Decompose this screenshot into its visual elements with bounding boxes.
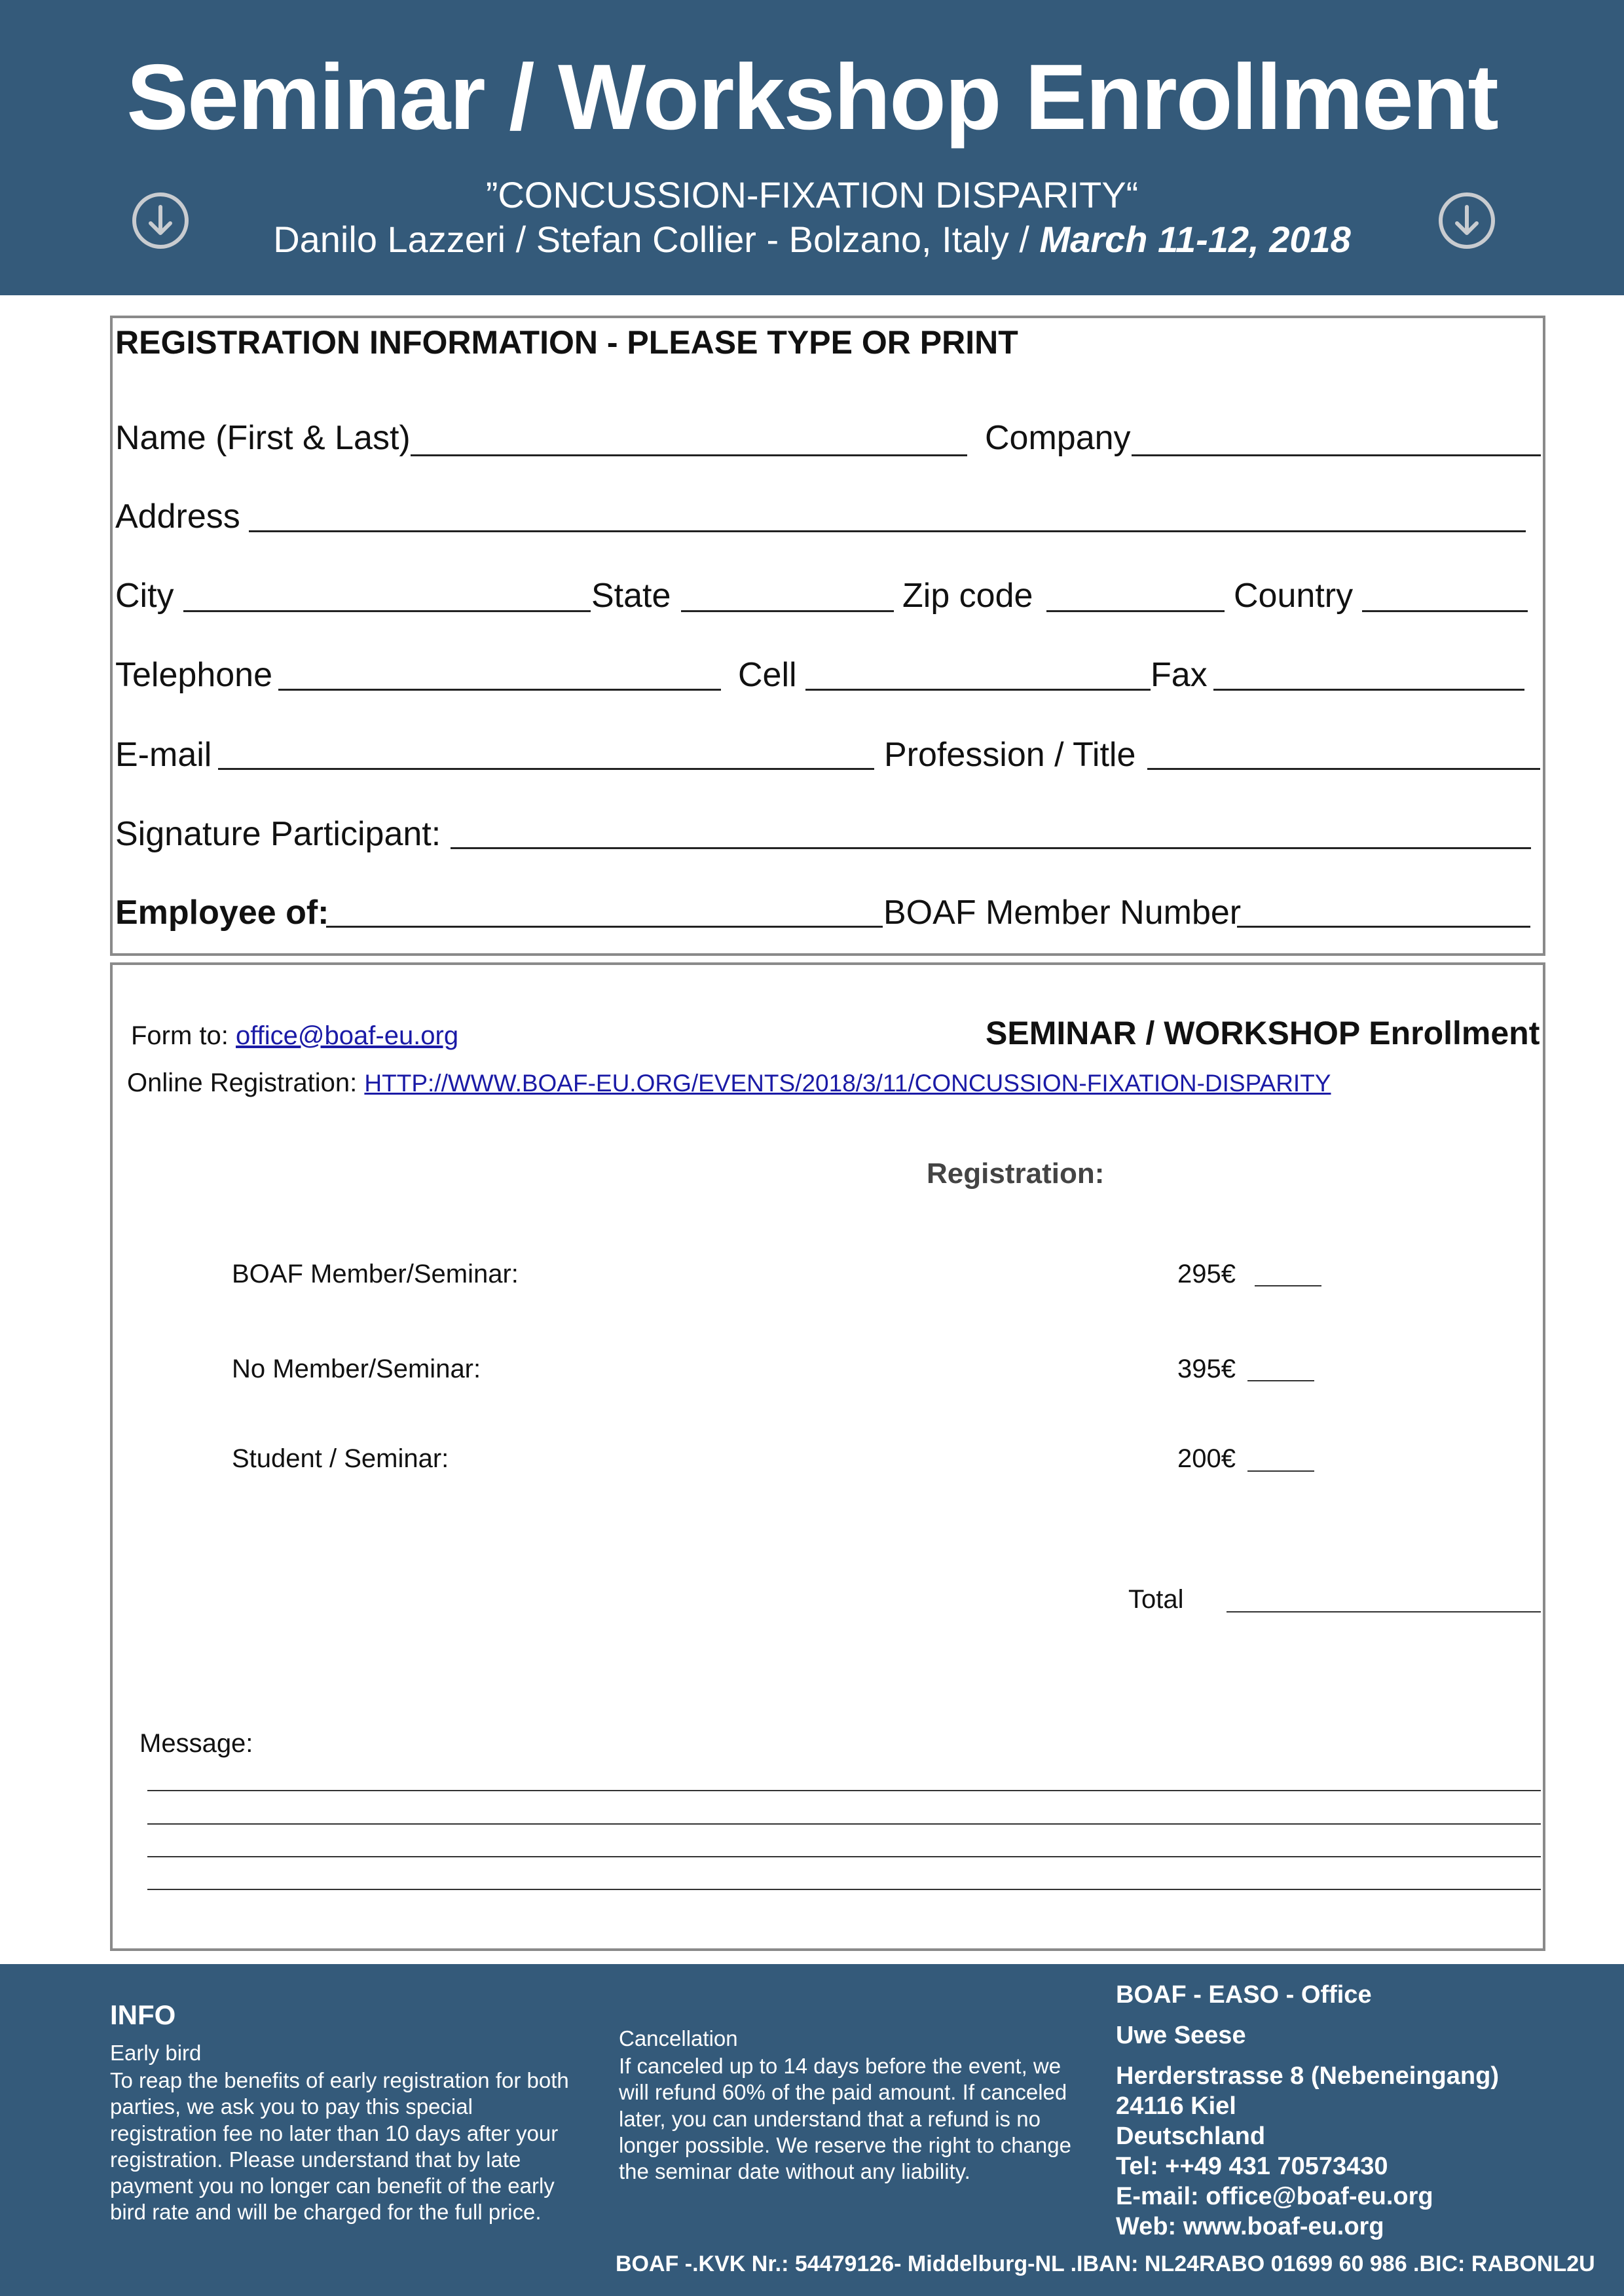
footer-band [0,1964,1624,2296]
cancellation-text: If canceled up to 14 days before the event, we will refund 60% of the paid amount. If canceled later, you can understand that a refund is no longer possible. We reserve the right to change the seminar date without any liability. [619,2054,1071,2183]
office-street: Herderstrasse 8 (Nebeneingang) [1116,2062,1499,2090]
early-bird-text: To reap the benefits of early registration for both parties, we ask you to pay this special registration fee no later than 10 days after your registration. Please understand that by late payment you no longer can benefit of the early bird rate and will be charged for the full price. [110,2068,569,2225]
message-line[interactable] [147,1823,1541,1825]
enrollment-title: SEMINAR / WORKSHOP Enrollment [986,1015,1540,1051]
form-to-line [131,1023,458,1049]
office-contact: Uwe Seese [1116,2022,1246,2049]
country-field[interactable] [1362,610,1528,612]
signature-field[interactable] [451,847,1531,849]
profession-field[interactable] [1147,768,1540,770]
option-blank[interactable] [1247,1470,1314,1472]
registration-subheading: Registration: [927,1157,1105,1190]
info-title: INFO [110,1999,176,2030]
option-price: 200€ [1177,1444,1236,1473]
office-web: Web: www.boaf-eu.org [1116,2213,1384,2240]
registration-heading: REGISTRATION INFORMATION - PLEASE TYPE OR PRINT [115,324,1018,361]
option-blank[interactable] [1247,1380,1314,1381]
address-label: Address [115,498,240,536]
message-line[interactable] [147,1889,1541,1890]
fax-label: Fax [1151,656,1208,694]
speakers-line [0,221,1624,258]
telephone-label: Telephone [115,656,272,694]
cell-label: Cell [738,656,797,694]
message-line[interactable] [147,1856,1541,1857]
company-label: Company [985,419,1131,457]
seminar-date: March 11-12, 2018 [1039,219,1351,260]
zip-label: Zip code [902,577,1033,615]
message-label: Message: [139,1729,253,1758]
header-band [0,0,1624,295]
company-field[interactable] [1132,454,1541,456]
name-field[interactable] [411,454,967,456]
office-tel: Tel: ++49 431 70573430 [1116,2153,1388,2180]
email-field[interactable] [218,768,874,770]
cell-field[interactable] [805,689,1151,691]
office-city: 24116 Kiel [1116,2092,1236,2120]
state-label: State [591,577,671,615]
total-label: Total [1128,1585,1184,1614]
city-label: City [115,577,174,615]
circle-down-arrow-icon [1437,191,1496,250]
zip-field[interactable] [1046,610,1225,612]
seminar-subtitle: ”CONCUSSION-FIXATION DISPARITY“ [485,174,1139,215]
option-label: Student / Seminar: [232,1444,449,1473]
profession-label: Profession / Title [884,736,1136,774]
office-email: E-mail: office@boaf-eu.org [1116,2183,1433,2210]
office-country: Deutschland [1116,2123,1266,2150]
early-bird-title: Early bird [110,2041,202,2065]
cancellation-title: Cancellation [619,2026,738,2050]
name-label: Name (First & Last) [115,419,411,457]
state-field[interactable] [681,610,894,612]
option-label: BOAF Member/Seminar: [232,1260,519,1288]
online-registration-label: Online Registration: [127,1068,365,1097]
address-field[interactable] [249,530,1526,532]
registration-info-box [110,316,1545,956]
form-to-label: Form to: [131,1021,236,1050]
online-registration-line [127,1070,1331,1096]
fax-field[interactable] [1213,689,1524,691]
message-line[interactable] [147,1790,1541,1791]
employee-field[interactable] [326,926,883,928]
office-name: BOAF - EASO - Office [1116,1981,1372,2009]
page-title: Seminar / Workshop Enrollment [126,45,1498,149]
country-label: Country [1234,577,1354,615]
total-field[interactable] [1227,1611,1541,1613]
email-label: E-mail [115,736,212,774]
member-number-label: BOAF Member Number [883,894,1242,932]
telephone-field[interactable] [278,689,721,691]
member-number-field[interactable] [1237,926,1530,928]
option-price: 295€ [1177,1260,1236,1288]
online-registration-link[interactable]: HTTP://WWW.BOAF-EU.ORG/EVENTS/2018/3/11/CONCUSSION-FIXATION-DISPARITY [364,1070,1331,1097]
employee-label: Employee of: [115,894,329,932]
bank-details: BOAF -.KVK Nr.: 54479126- Middelburg-NL .IBAN: NL24RABO 01699 60 986 .BIC: RABONL2U [616,2251,1595,2276]
option-blank[interactable] [1255,1285,1321,1286]
speakers-text: Danilo Lazzeri / Stefan Collier - Bolzano, Italy / [273,219,1040,260]
option-label: No Member/Seminar: [232,1355,481,1383]
city-field[interactable] [183,610,591,612]
signature-label: Signature Participant: [115,815,441,853]
option-price: 395€ [1177,1355,1236,1383]
form-to-email-link[interactable]: office@boaf-eu.org [236,1021,459,1050]
